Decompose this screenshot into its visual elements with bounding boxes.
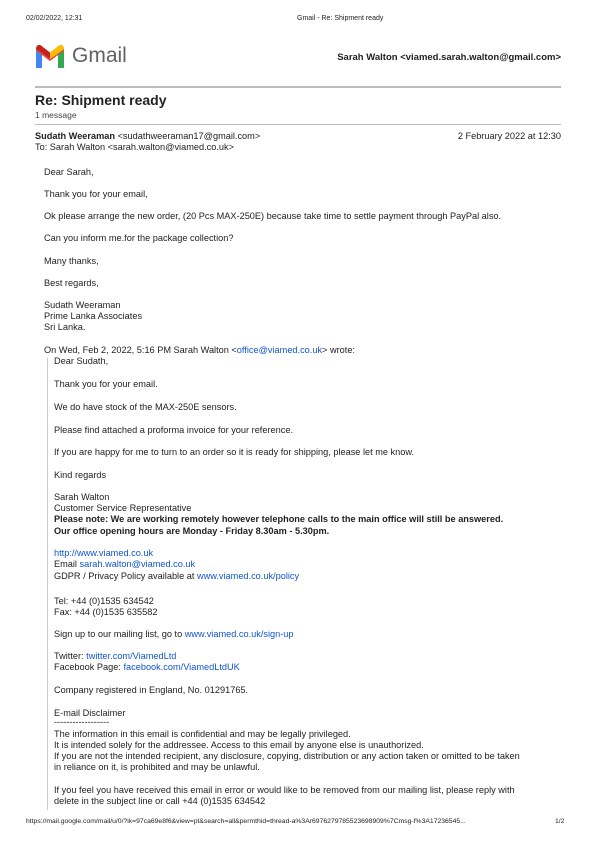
quote-bar <box>47 358 48 810</box>
quote-signature-name: Sarah Walton <box>54 492 110 502</box>
reply-signature-company: Prime Lanka Associates <box>44 311 143 321</box>
reply-signature-name: Sudath Weeraman <box>44 300 121 310</box>
quote-intro: On Wed, Feb 2, 2022, 5:16 PM Sarah Walton <office@viamed.co.uk> wrote: <box>44 345 355 355</box>
disclaimer-line: It is intended solely for the addressee. Access to this email by anyone else is unauthorized. <box>54 740 424 750</box>
email-link[interactable]: sarah.walton@viamed.co.uk <box>79 559 196 569</box>
reply-paragraph: Ok please arrange the new order, (20 Pcs MAX-250E) because take time to settle payment through PayPal also. <box>44 211 502 221</box>
disclaimer-rule: ------------------ <box>54 717 110 727</box>
gdpr-policy-link[interactable]: www.viamed.co.uk/policy <box>196 571 300 581</box>
fax: Fax: +44 (0)1535 635582 <box>54 607 158 617</box>
office-hours-notice: Our office opening hours are Monday - Friday 8.30am - 5.30pm. <box>54 526 330 536</box>
quote-greeting: Dear Sudath, <box>54 356 109 366</box>
twitter-line: Twitter: twitter.com/ViamedLtd <box>54 651 177 661</box>
disclaimer-line: If you are not the intended recipient, any disclosure, copying, distribution or any action taken or omitted to be taken <box>54 751 520 761</box>
quote-signature-role: Customer Service Representative <box>54 503 192 513</box>
gmail-wordmark: Gmail <box>72 44 127 67</box>
telephone: Tel: +44 (0)1535 634542 <box>54 596 154 606</box>
disclaimer-title: E-mail Disclaimer <box>54 708 126 718</box>
reply-paragraph: Many thanks, <box>44 256 99 266</box>
reply-paragraph: Best regards, <box>44 278 99 288</box>
facebook-line: Facebook Page: facebook.com/ViamedLtdUK <box>54 662 240 672</box>
disclaimer-line: The information in this email is confidential and may be legally privileged. <box>54 729 351 739</box>
sender-email: <sudathweeraman17@gmail.com> <box>117 131 261 141</box>
reply-paragraph: Thank you for your email, <box>44 189 148 199</box>
reply-paragraph: Can you inform me.for the package collection? <box>44 233 234 243</box>
quote-paragraph: Thank you for your email. <box>54 379 158 389</box>
facebook-link[interactable]: facebook.com/ViamedLtdUK <box>123 662 240 672</box>
quote-paragraph: If you are happy for me to turn to an order so it is ready for shipping, please let me know. <box>54 447 415 457</box>
quote-intro-email-link[interactable]: office@viamed.co.uk <box>236 345 323 355</box>
website-link[interactable]: http://www.viamed.co.uk <box>54 548 154 558</box>
header-divider <box>35 86 561 88</box>
print-date: 02/02/2022, 12:31 <box>26 15 83 22</box>
reply-greeting: Dear Sarah, <box>44 167 94 177</box>
disclaimer-line: If you feel you have received this email in error or would like to be removed from our mailing list, please reply with <box>54 785 515 795</box>
email-line: Email sarah.walton@viamed.co.uk <box>54 559 196 569</box>
recipient-line: To: Sarah Walton <sarah.walton@viamed.co.uk> <box>35 142 234 152</box>
quote-paragraph: Please find attached a proforma invoice for your reference. <box>54 425 294 435</box>
mailing-list-link[interactable]: www.viamed.co.uk/sign-up <box>184 629 294 639</box>
print-title: Gmail - Re: Shipment ready <box>297 15 384 22</box>
reply-signature-country: Sri Lanka. <box>44 322 86 332</box>
gdpr-line: GDPR / Privacy Policy available at www.viamed.co.uk/policy <box>54 571 300 581</box>
quote-paragraph: Kind regards <box>54 470 107 480</box>
company-registration: Company registered in England, No. 01291765. <box>54 685 249 695</box>
mailing-list-line: Sign up to our mailing list, go to www.viamed.co.uk/sign-up <box>54 629 294 639</box>
print-page-number: 1/2 <box>555 818 565 825</box>
gmail-logo-icon <box>34 44 66 68</box>
message-count: 1 message <box>35 110 77 120</box>
quote-paragraph: We do have stock of the MAX-250E sensors. <box>54 402 237 412</box>
disclaimer-line: in reliance on it, is prohibited and may be unlawful. <box>54 762 260 772</box>
sender-name: Sudath Weeraman <box>35 131 115 141</box>
subject-title: Re: Shipment ready <box>35 92 167 108</box>
sender <box>35 131 260 141</box>
account-label: Sarah Walton <viamed.sarah.walton@gmail.com> <box>337 52 561 63</box>
disclaimer-line: delete in the subject line or call +44 (0)1535 634542 <box>54 796 266 806</box>
subject-divider <box>35 124 561 125</box>
print-url: https://mail.google.com/mail/u/0/?ik=97ca69e8f6&view=pt&search=all&permthid=thread-a%3Ar6976279785523698909%7Cmsg-f%3A17236545... <box>26 818 466 825</box>
message-date: 2 February 2022 at 12:30 <box>457 131 561 141</box>
twitter-link[interactable]: twitter.com/ViamedLtd <box>86 651 177 661</box>
remote-work-notice: Please note: We are working remotely however telephone calls to the main office will still be answered. <box>54 514 504 524</box>
